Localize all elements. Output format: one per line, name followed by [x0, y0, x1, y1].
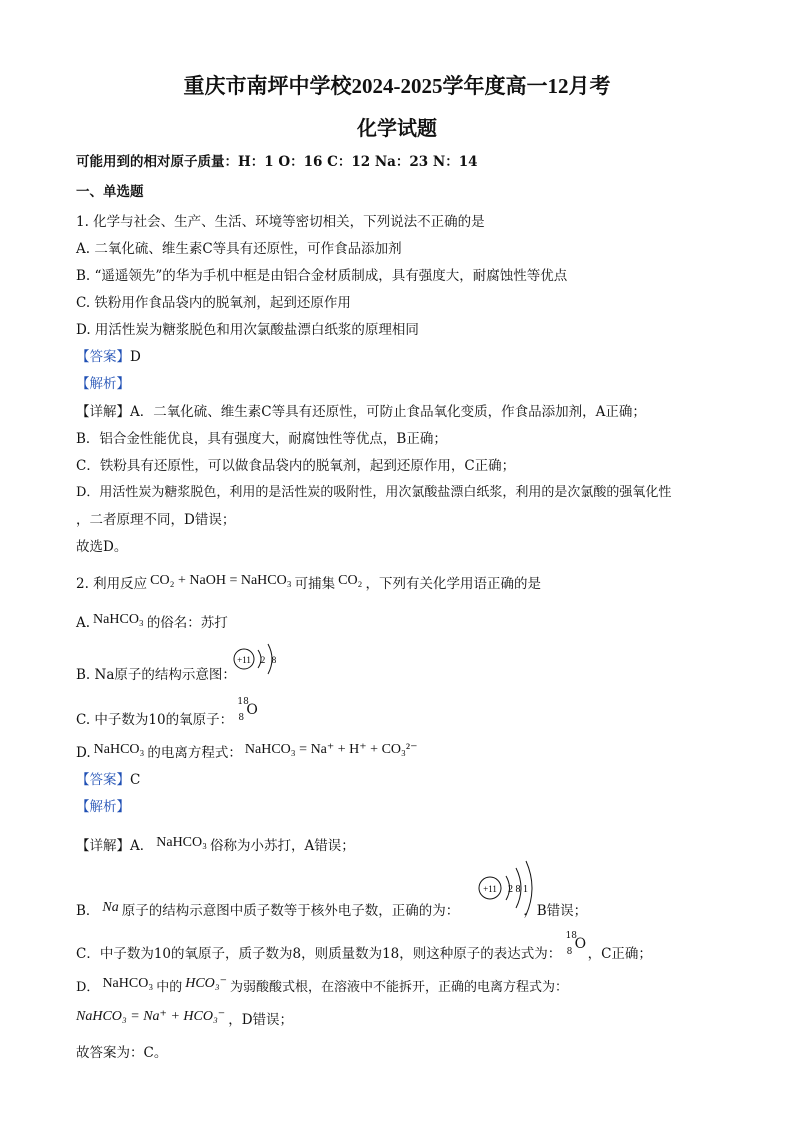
q2-option-a: A. NaHCO₃ 的俗名：苏打 [76, 612, 228, 631]
detail-label: 【详解】 [76, 838, 130, 854]
q1-exp-d-2: ，二者原理不同，D错误； [76, 512, 236, 528]
answer-label: 【答案】 [76, 349, 130, 365]
q2-option-c: C. 中子数为10的氧原子： 18 8 O [76, 697, 258, 728]
q1-analysis-label: 【解析】 [76, 376, 130, 392]
q2-exp-d: D． NaHCO₃ 中的 HCO₃⁻ 为弱酸酸式根，在溶液中不能拆开，正确的电离方程式为： [76, 976, 569, 995]
nucleus-label: +11 [483, 884, 497, 894]
q1-exp-c: C．铁粉具有还原性，可以做食品袋内的脱氧剂，起到还原作用，C正确； [76, 458, 516, 474]
q2-exp-c: C．中子数为10的氧原子，质子数为8，则质量数为18，则这种原子的表达式为： 18 8 O ，C正确； [76, 931, 652, 962]
co2-formula: CO₂ [338, 573, 363, 588]
ionization-formula-correct: NaHCO₃ = Na⁺ + HCO₃⁻ [76, 1009, 226, 1024]
detail-label: 【详解】 [76, 404, 130, 420]
answer-label: 【答案】 [76, 772, 130, 788]
oxygen-isotope: 18 8 O [565, 931, 587, 957]
q2-answer-value: C [130, 772, 141, 788]
q2-analysis-label: 【解析】 [76, 799, 130, 815]
q1-option-d: D. 用活性炭为糖浆脱色和用次氯酸盐漂白纸浆的原理相同 [76, 322, 419, 338]
reaction-formula: CO₂ + NaOH = NaHCO₃ [150, 573, 292, 588]
shell-2-count: 8 [271, 655, 277, 665]
q1-exp-a: 【详解】A．二氧化硫、维生素C等具有还原性，可防止食品氧化变质，作食品添加剂，A正确； [76, 404, 646, 420]
q2-option-d: D. NaHCO₃ 的电离方程式： NaHCO₃ = Na⁺ + H⁺ + CO₃²⁻ [76, 742, 418, 761]
q2-stem: 2. 利用反应 CO₂ + NaOH = NaHCO₃ 可捕集 CO₂ ，下列有关化学用语正确的是 [76, 573, 541, 592]
ionization-formula-wrong: NaHCO₃ = Na⁺ + H⁺ + CO₃²⁻ [244, 742, 418, 757]
q1-answer-value: D [130, 349, 141, 365]
q1-option-a: A. 二氧化硫、维生素C等具有还原性，可作食品添加剂 [76, 241, 402, 257]
q1-exp-b: B．铝合金性能优良，具有强度大，耐腐蚀性等优点，B正确； [76, 431, 447, 447]
q1-option-b: B. “遥遥领先”的华为手机中框是由铝合金材质制成，具有强度大，耐腐蚀性等优点 [76, 268, 568, 284]
q2-exp-d-formula: NaHCO₃ = Na⁺ + HCO₃⁻ ，D错误； [76, 1009, 294, 1028]
oxygen-isotope: 18 8 O [237, 697, 258, 723]
na-atom-diagram-correct [476, 858, 540, 918]
exam-subtitle: 化学试题 [357, 118, 437, 140]
atomic-mass-note: 可能用到的相对原子质量：H：1 O：16 C：12 Na：23 N：14 [76, 154, 478, 170]
q2-option-b: B. Na原子的结构示意图： [76, 667, 236, 683]
nucleus-label: +11 [237, 655, 251, 665]
q1-exp-d-1: D．用活性炭为糖浆脱色，利用的是活性炭的吸附性，用次氯酸盐漂白纸浆，利用的是次氯酸的强氧化性 [76, 485, 672, 500]
q1-option-c: C. 铁粉用作食品袋内的脱氧剂，起到还原作用 [76, 295, 351, 311]
q1-conclusion: 故选D。 [76, 539, 128, 555]
shell-1-count: 2 [260, 655, 266, 665]
q2-conclusion: 故答案为：C。 [76, 1045, 168, 1061]
na-atom-diagram-wrong [230, 642, 286, 682]
section-heading: 一、单选题 [76, 184, 144, 200]
exam-title: 重庆市南坪中学校2024-2025学年度高一12月考 [183, 74, 611, 98]
q1-stem: 1. 化学与社会、生产、生活、环境等密切相关，下列说法不正确的是 [76, 214, 485, 230]
shell-counts: 2 8 1 [508, 884, 528, 895]
q2-exp-b: B． Na 原子的结构示意图中质子数等于核外电子数，正确的为： ，B错误； [76, 900, 588, 919]
q1-answer [76, 347, 734, 367]
q2-exp-a: 【详解】A． NaHCO₃ 俗称为小苏打，A错误； [76, 835, 355, 854]
nahco3-formula: NaHCO₃ [93, 612, 144, 627]
q2-answer [76, 770, 734, 790]
